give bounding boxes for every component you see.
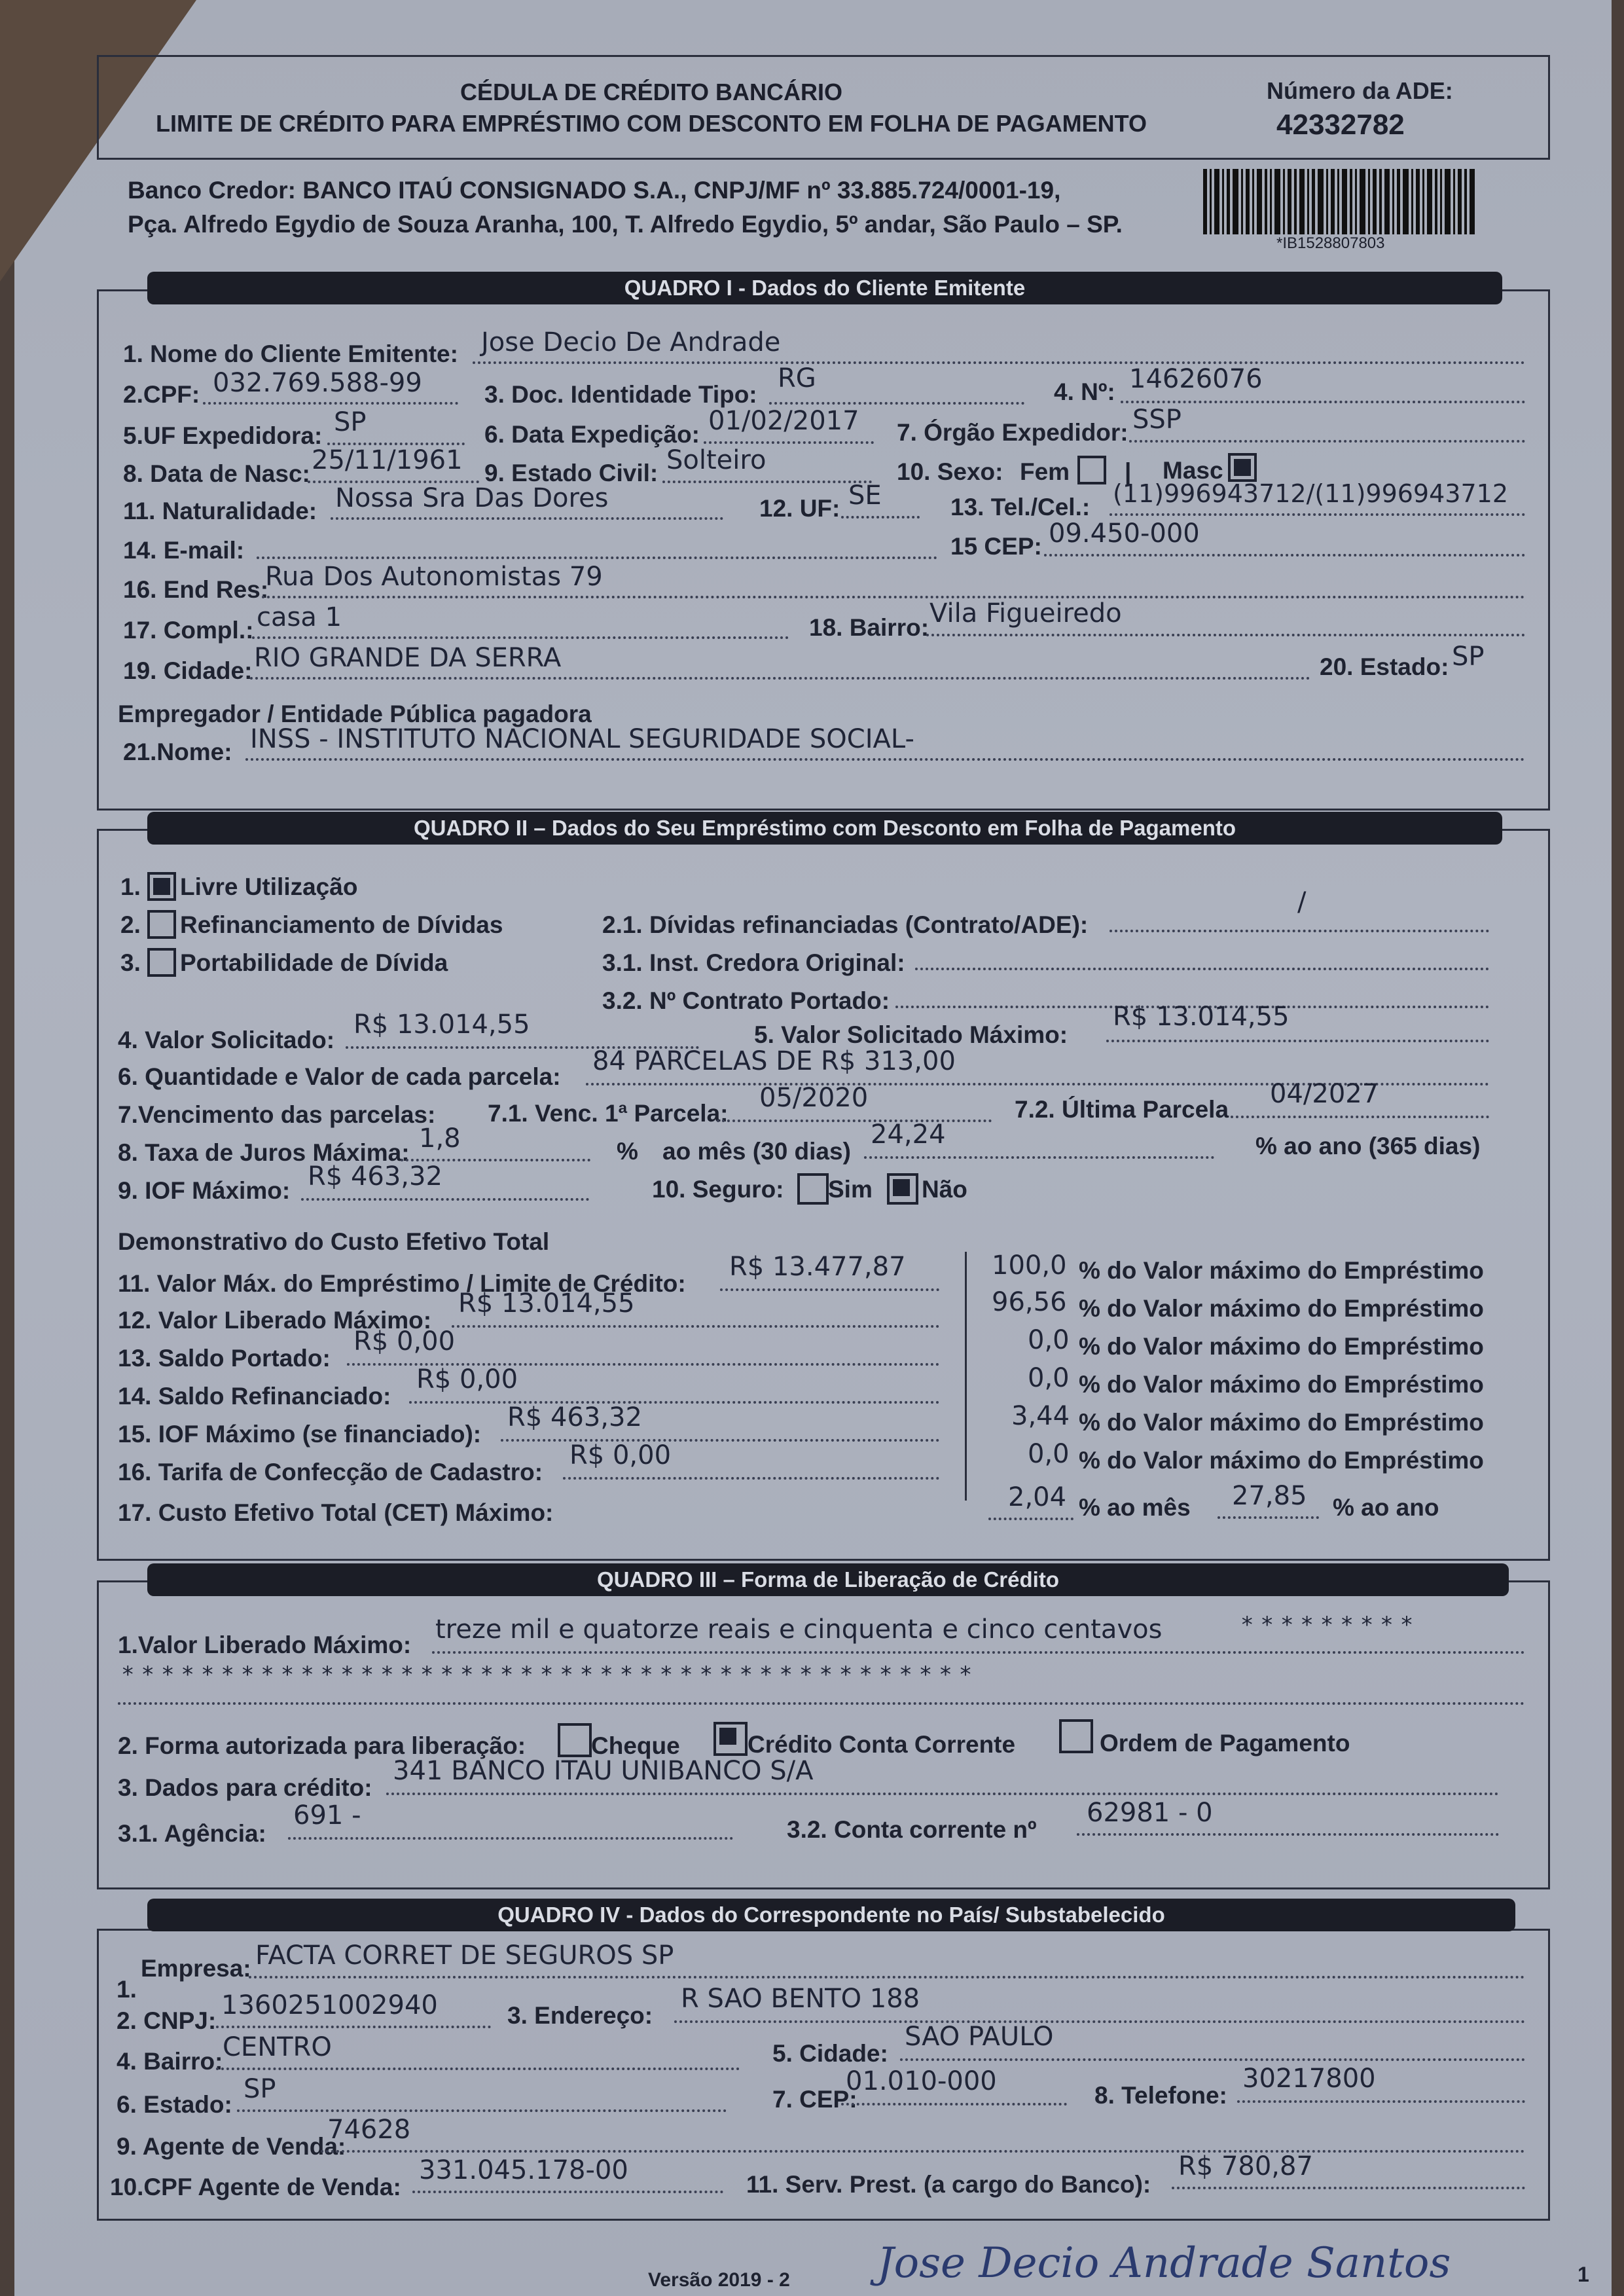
q2-c12-value: R$ 13.014,55 (458, 1288, 635, 1319)
dotted-line (216, 2026, 491, 2028)
q4-cnpj-value: 1360251002940 (221, 1990, 438, 2020)
q2-d31-label: 3.1. Inst. Credora Original: (602, 949, 905, 976)
dotted-line (1218, 1516, 1319, 1519)
q1-uf12-label: 12. UF: (759, 495, 840, 522)
q2-c13-value: R$ 0,00 (353, 1326, 456, 1357)
handwritten-signature: Jose Decio Andrade Santos (877, 2239, 1451, 2287)
q1-cep-value: 09.450-000 (1049, 519, 1200, 549)
dotted-line (915, 968, 1489, 970)
dotted-line (769, 402, 1024, 405)
version-text: Versão 2019 - 2 (648, 2269, 790, 2291)
q2-v6-label: 6. Quantidade e Valor de cada parcela: (118, 1063, 561, 1090)
quadro1-header: QUADRO I - Dados do Cliente Emitente (147, 272, 1502, 304)
dotted-line (1121, 401, 1525, 403)
q2-c12-label: 12. Valor Liberado Máximo: (118, 1307, 432, 1334)
q3-ag-label: 3.1. Agência: (118, 1820, 266, 1847)
dotted-line (841, 2103, 1067, 2105)
q2-c15-label: 15. IOF Máximo (se financiado): (118, 1421, 482, 1448)
dotted-line (1106, 1040, 1489, 1042)
q3-stars-1: ********* (1240, 1612, 1420, 1638)
q2-pct-text: % do Valor máximo do Empréstimo (1079, 1257, 1484, 1284)
q2-p13-value: 0,0 (1028, 1325, 1070, 1355)
q1-estado-value: SP (1452, 642, 1485, 672)
q4-emp-num: 1. (117, 1976, 137, 2003)
q3-conta-value: 62981 - 0 (1087, 1798, 1213, 1828)
q3-ag-value: 691 - (293, 1800, 361, 1831)
q4-end-label: 3. Endereço: (507, 2002, 653, 2029)
header-box (97, 55, 1550, 160)
q2-c14-value: R$ 0,00 (416, 1364, 518, 1394)
q4-tel-value: 30217800 (1242, 2064, 1376, 2094)
page-number: 1 (1578, 2263, 1589, 2286)
q2-v8-ano: % ao ano (365 dias) (1255, 1133, 1481, 1159)
dotted-line (988, 1518, 1074, 1520)
q1-cpf-value: 032.769.588-99 (213, 368, 422, 398)
q1-email-label: 14. E-mail: (123, 537, 245, 564)
q2-v71-value: 05/2020 (759, 1083, 869, 1113)
q2-opt1-label: Livre Utilização (180, 873, 358, 900)
q4-estado-label: 6. Estado: (117, 2091, 232, 2118)
dotted-line (900, 2058, 1525, 2061)
barcode-text: *IB1528807803 (1276, 234, 1385, 252)
q1-org-label: 7. Órgão Expedidor: (897, 419, 1128, 446)
q1-estado-label: 20. Estado: (1320, 653, 1449, 680)
q2-c15-value: R$ 463,32 (507, 1402, 642, 1432)
q2-c11-value: R$ 13.477,87 (729, 1252, 906, 1282)
q4-cidade-label: 5. Cidade: (772, 2040, 888, 2067)
dotted-line (203, 402, 458, 405)
q2-c16-label: 16. Tarifa de Confecção de Cadastro: (118, 1459, 543, 1485)
dotted-line (1237, 2100, 1525, 2103)
q2-v8-value: 1,8 (419, 1123, 461, 1154)
q4-agente-label: 9. Agente de Venda: (117, 2133, 346, 2160)
q2-pct-text: % do Valor máximo do Empréstimo (1079, 1333, 1484, 1360)
q2-v5-value: R$ 13.014,55 (1113, 1002, 1290, 1032)
q2-pct-text: % do Valor máximo do Empréstimo (1079, 1447, 1484, 1474)
q1-nome-label: 1. Nome do Cliente Emitente: (123, 340, 458, 367)
q2-v7-label: 7.Vencimento das parcelas: (118, 1101, 436, 1128)
dotted-line (1129, 440, 1525, 443)
dotted-line (321, 2150, 1525, 2153)
q2-v5-label: 5. Valor Solicitado Máximo: (754, 1021, 1068, 1048)
q1-uf-label: 5.UF Expedidora: (123, 422, 323, 449)
q2-v8-mes: ao mês (30 dias) (662, 1138, 851, 1165)
q4-emp-label: Empresa: (141, 1955, 251, 1982)
q1-dexp-value: 01/02/2017 (708, 406, 859, 436)
q1-bairro-label: 18. Bairro: (809, 614, 929, 641)
q1-num-value: 14626076 (1129, 364, 1263, 394)
dotted-line (1110, 513, 1525, 516)
dotted-line (662, 481, 872, 483)
checkbox-cheque[interactable] (558, 1723, 592, 1757)
q1-org-value: SSP (1132, 405, 1182, 435)
checkbox-seguro-nao[interactable] (887, 1173, 918, 1205)
dotted-line (720, 1288, 939, 1291)
q4-cep-label: 7. CEP: (772, 2086, 857, 2113)
q1-civil-label: 9. Estado Civil: (484, 460, 659, 486)
bank-line-1: Banco Credor: BANCO ITAÚ CONSIGNADO S.A., CNPJ/MF nº 33.885.724/0001-19, (128, 177, 1061, 204)
q2-opt2-num: 2. (120, 911, 141, 938)
dotted-line (1231, 1116, 1489, 1118)
q2-c17m-value: 2,04 (1008, 1482, 1067, 1512)
q2-p12-value: 96,56 (992, 1287, 1067, 1317)
q1-nasc-label: 8. Data de Nasc: (123, 460, 310, 487)
q2-v9-value: R$ 463,32 (308, 1161, 442, 1192)
q1-cep-label: 15 CEP: (950, 533, 1042, 560)
q1-sep: | (1125, 458, 1132, 485)
q2-c14-label: 14. Saldo Refinanciado: (118, 1383, 391, 1410)
q1-cpf-label: 2.CPF: (123, 381, 200, 408)
q2-pct-text: % do Valor máximo do Empréstimo (1079, 1409, 1484, 1436)
q1-nat-value: Nossa Sra Das Dores (335, 483, 609, 513)
q3-conta-label: 3.2. Conta corrente nº (787, 1816, 1037, 1843)
dotted-line (301, 1198, 589, 1201)
dotted-line (674, 2020, 1525, 2023)
q2-v10-label: 10. Seguro: (652, 1176, 784, 1203)
checkbox-seguro-sim[interactable] (797, 1173, 829, 1205)
dotted-line (1172, 2187, 1525, 2189)
q1-compl-value: casa 1 (257, 602, 342, 632)
q3-stars-2: ******************************************* (121, 1662, 979, 1688)
q1-tel-value: (11)996943712/(11)996943712 (1113, 479, 1508, 508)
quadro3-header: QUADRO III – Forma de Liberação de Crédito (147, 1563, 1509, 1596)
q2-opt1-num: 1. (120, 873, 141, 900)
q4-bairro-label: 4. Bairro: (117, 2048, 223, 2075)
q1-uf-value: SP (334, 407, 367, 437)
q1-civil-value: Solteiro (666, 445, 767, 475)
q4-agente-value: 74628 (327, 2115, 411, 2145)
q2-cet-title: Demonstrativo do Custo Efetivo Total (118, 1228, 550, 1255)
dotted-line (216, 2068, 740, 2070)
q4-estado-value: SP (244, 2074, 276, 2104)
q3-v1-value: treze mil e quatorze reais e cinquenta e cinco centavos (435, 1614, 1163, 1645)
dotted-line (841, 516, 920, 519)
q4-cidade-value: SAO PAULO (905, 2022, 1054, 2052)
q2-v8a-value: 24,24 (871, 1120, 946, 1150)
doc-title-1: CÉDULA DE CRÉDITO BANCÁRIO (460, 79, 842, 105)
q1-fem-label: Fem (1020, 458, 1070, 485)
q4-cep-value: 01.010-000 (846, 2066, 997, 2096)
q1-tel-label: 13. Tel./Cel.: (950, 494, 1091, 520)
dotted-line (237, 2109, 727, 2112)
bank-line-2: Pça. Alfredo Egydio de Souza Aranha, 100, T. Alfredo Egydio, 5º andar, São Paulo – SP. (128, 211, 1123, 238)
q1-nome-value: Jose Decio De Andrade (481, 327, 781, 357)
q2-v6-value: 84 PARCELAS DE R$ 313,00 (592, 1046, 956, 1076)
q4-end-value: R SAO BENTO 188 (681, 1984, 920, 2014)
q2-c11-label: 11. Valor Máx. do Empréstimo / Limite de Crédito: (118, 1270, 686, 1297)
q2-v8-label: 8. Taxa de Juros Máxima: (118, 1139, 410, 1166)
q2-sim-label: Sim (828, 1176, 873, 1203)
checkbox-ordem-pagamento[interactable] (1059, 1719, 1093, 1753)
q2-v4-value: R$ 13.014,55 (353, 1010, 530, 1040)
dotted-line (386, 1793, 1499, 1795)
q3-cc-label: Crédito Conta Corrente (748, 1731, 1016, 1758)
dotted-line (432, 1651, 1525, 1654)
dotted-line (118, 1702, 1525, 1705)
q4-cpfag-label: 10.CPF Agente de Venda: (110, 2174, 401, 2200)
dotted-line (249, 1976, 1525, 1978)
q4-cnpj-label: 2. CNPJ: (117, 2007, 217, 2034)
q4-emp-value: FACTA CORRET DE SEGUROS SP (255, 1941, 674, 1971)
dotted-line (717, 1120, 992, 1122)
q3-forma-label: 2. Forma autorizada para liberação: (118, 1732, 526, 1759)
q2-v4-label: 4. Valor Solicitado: (118, 1027, 335, 1053)
dotted-line (331, 517, 723, 520)
dotted-line (257, 556, 937, 559)
dotted-line (288, 1837, 733, 1840)
q2-d21-label: 2.1. Dívidas refinanciadas (Contrato/ADE): (602, 911, 1089, 938)
q2-p11-value: 100,0 (992, 1250, 1067, 1281)
q1-uf12-value: SE (848, 481, 882, 511)
dotted-line (926, 634, 1525, 636)
checkbox-refinanciamento[interactable] (147, 910, 176, 939)
q2-v72-value: 04/2027 (1270, 1079, 1379, 1109)
q2-c13-label: 13. Saldo Portado: (118, 1345, 331, 1372)
q1-nasc-value: 25/11/1961 (312, 445, 463, 475)
dotted-line (412, 2191, 723, 2193)
dotted-line (409, 1401, 939, 1404)
q2-p15-value: 3,44 (1011, 1401, 1070, 1431)
dotted-line (501, 1439, 939, 1442)
dotted-line (245, 758, 1525, 761)
checkbox-livre-utilizacao[interactable] (147, 872, 176, 901)
q1-cidade-value: RIO GRANDE DA SERRA (254, 643, 562, 673)
dotted-line (252, 636, 789, 639)
q2-pct-text: % do Valor máximo do Empréstimo (1079, 1295, 1484, 1322)
barcode (1203, 169, 1491, 234)
ade-label: Número da ADE: (1267, 77, 1453, 104)
q2-opt3-num: 3. (120, 949, 141, 976)
checkbox-fem[interactable] (1077, 456, 1106, 484)
dotted-line (250, 677, 1310, 680)
q1-num-label: 4. Nº: (1054, 378, 1115, 405)
q2-d32-label: 3.2. Nº Contrato Portado: (602, 987, 890, 1014)
q2-nao-label: Não (922, 1176, 967, 1203)
q2-v9-label: 9. IOF Máximo: (118, 1177, 291, 1204)
q2-d21-value: / (1297, 887, 1307, 917)
quadro2-header: QUADRO II – Dados do Seu Empréstimo com Desconto em Folha de Pagamento (147, 812, 1502, 845)
q1-end-value: Rua Dos Autonomistas 79 (265, 562, 603, 592)
dotted-line (473, 361, 1525, 364)
q1-doc-label: 3. Doc. Identidade Tipo: (484, 381, 757, 408)
q2-v8-unit: % (617, 1138, 638, 1165)
dotted-line (1110, 930, 1489, 932)
q2-c17a-value: 27,85 (1232, 1481, 1307, 1511)
q3-cheque-label: Cheque (591, 1732, 680, 1759)
q1-sexo-label: 10. Sexo: (897, 458, 1003, 485)
q1-emp-label: 21.Nome: (123, 738, 232, 765)
dotted-line (563, 1477, 939, 1480)
checkbox-credito-conta-corrente[interactable] (713, 1722, 748, 1756)
q1-dexp-label: 6. Data Expedição: (484, 421, 700, 448)
q3-dados-value: 341 BANCO ITAU UNIBANCO S/A (393, 1756, 814, 1786)
q1-cidade-label: 19. Cidade: (123, 657, 253, 684)
q4-tel-label: 8. Telefone: (1094, 2082, 1227, 2109)
q2-c17-label: 17. Custo Efetivo Total (CET) Máximo: (118, 1499, 554, 1526)
dotted-line (1077, 1833, 1499, 1836)
q1-emp-value: INSS - INSTITUTO NACIONAL SEGURIDADE SOCIAL- (250, 724, 914, 754)
q2-opt3-label: Portabilidade de Dívida (180, 949, 448, 976)
q1-emp-title: Empregador / Entidade Pública pagadora (118, 701, 592, 727)
q2-v72-label: 7.2. Última Parcela (1015, 1096, 1229, 1123)
q1-compl-label: 17. Compl.: (123, 617, 254, 644)
q2-opt2-label: Refinanciamento de Dívidas (180, 911, 503, 938)
q1-nat-label: 11. Naturalidade: (123, 498, 317, 524)
q1-bairro-value: Vila Figueiredo (929, 598, 1122, 629)
q3-op-label: Ordem de Pagamento (1100, 1730, 1350, 1757)
dotted-line (864, 1156, 1214, 1159)
q2-p14-value: 0,0 (1028, 1363, 1070, 1393)
q1-doc-value: RG (778, 363, 816, 393)
dotted-line (452, 1325, 939, 1328)
checkbox-masc[interactable] (1228, 453, 1257, 482)
q1-masc-label: Masc (1163, 457, 1223, 484)
quadro4-header: QUADRO IV - Dados do Correspondente no País/ Substabelecido (147, 1899, 1515, 1931)
q2-c17a-text: % ao ano (1333, 1494, 1439, 1521)
q3-dados-label: 3. Dados para crédito: (118, 1774, 372, 1801)
q1-end-label: 16. End Res: (123, 576, 269, 603)
doc-title-2: LIMITE DE CRÉDITO PARA EMPRÉSTIMO COM DESCONTO EM FOLHA DE PAGAMENTO (155, 110, 1147, 137)
q2-v71-label: 7.1. Venc. 1ª Parcela: (488, 1100, 729, 1127)
dotted-line (262, 596, 1525, 598)
cet-divider (965, 1252, 967, 1501)
dotted-line (704, 441, 874, 444)
q4-bairro-value: CENTRO (223, 2032, 332, 2062)
q2-c17m-text: % ao mês (1079, 1494, 1191, 1521)
checkbox-portabilidade[interactable] (147, 948, 176, 977)
q2-p16-value: 0,0 (1028, 1439, 1070, 1469)
q3-v1-label: 1.Valor Liberado Máximo: (118, 1631, 412, 1658)
ade-number: 42332782 (1276, 109, 1405, 141)
q2-pct-text: % do Valor máximo do Empréstimo (1079, 1371, 1484, 1398)
q2-c16-value: R$ 0,00 (569, 1440, 672, 1470)
q4-serv-label: 11. Serv. Prest. (a cargo do Banco): (746, 2171, 1151, 2198)
q4-serv-value: R$ 780,87 (1178, 2151, 1313, 2181)
q4-cpfag-value: 331.045.178-00 (419, 2155, 628, 2185)
dotted-line (1044, 554, 1525, 556)
